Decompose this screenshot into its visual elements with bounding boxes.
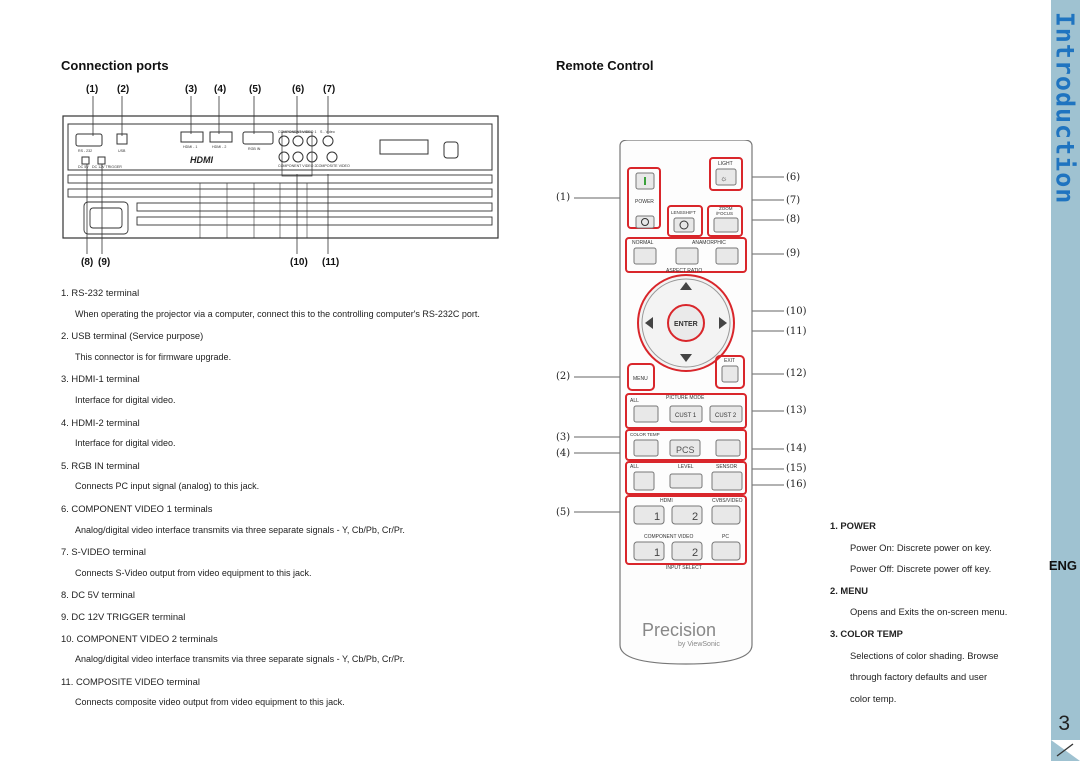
description-title: 7. S-VIDEO terminal: [61, 546, 146, 558]
page-corner-icon: [1051, 740, 1080, 761]
panel-label: RGB IN: [248, 147, 261, 151]
hdmi2-label: 2: [692, 511, 699, 523]
description-title: 10. COMPONENT VIDEO 2 terminals: [61, 632, 218, 644]
callout-label: (12): [786, 368, 807, 379]
description-title: 8. DC 5V terminal: [61, 589, 135, 601]
description-title: 4. HDMI-2 terminal: [61, 416, 140, 428]
remote-control-title: Remote Control: [556, 58, 654, 73]
exit-label: EXIT: [724, 358, 736, 364]
description-title: 2. USB terminal (Service purpose): [61, 330, 204, 342]
port-number: (9): [98, 257, 111, 268]
legend-text: Power On: Discrete power on key.: [850, 541, 992, 553]
panel-label: COMPOSITE VIDEO: [316, 164, 350, 168]
level-label: LEVEL: [678, 464, 694, 470]
port-number: (2): [117, 84, 130, 95]
light-label: LIGHT: [718, 161, 733, 167]
callout-label: (5): [556, 507, 571, 518]
connection-ports-title: Connection ports: [61, 58, 169, 73]
callout-label: (14): [786, 443, 807, 454]
panel-label: COMPONENT VIDEO 2: [278, 164, 317, 168]
hdmi-label: HDMI: [660, 498, 673, 504]
port-number: (5): [249, 84, 262, 95]
port-number: (11): [322, 257, 340, 268]
zoom-label: ZOOM: [719, 206, 733, 211]
pc-label: PC: [722, 534, 729, 540]
language-label: ENG: [1048, 558, 1077, 573]
port-number: (7): [323, 84, 336, 95]
connection-descriptions: [61, 282, 531, 714]
callout-label: (6): [786, 172, 801, 183]
callout-label: (16): [786, 479, 807, 490]
menu-label: MENU: [633, 376, 648, 382]
remote-legend: [830, 515, 1030, 709]
callout-label: (4): [556, 448, 571, 459]
legend-text: Opens and Exits the on-screen menu.: [850, 606, 1008, 618]
callout-label: (7): [786, 195, 801, 206]
description-title: 5. RGB IN terminal: [61, 459, 140, 471]
panel-label: S - Video: [320, 130, 335, 134]
all-label: ALL: [630, 398, 639, 404]
focus-label: /FOCUS: [716, 211, 734, 216]
input-select-label: INPUT SELECT: [666, 565, 702, 571]
port-number: (4): [214, 84, 227, 95]
legend-title: 3. COLOR TEMP: [830, 627, 903, 639]
description-text: When operating the projector via a computer, connect this to the controlling computer's RS-232C port.: [75, 308, 480, 319]
callout-label: (11): [786, 326, 807, 337]
callout-label: (10): [786, 306, 807, 317]
port-number: (1): [86, 84, 99, 95]
all-label: ALL: [630, 464, 639, 470]
port-number: (10): [290, 257, 308, 268]
color-temp-label: COLOR TEMP: [630, 432, 660, 437]
power-label: POWER: [635, 199, 654, 205]
description-text: Connects S-Video output from video equipment to this jack.: [75, 567, 312, 578]
legend-text: Power Off: Discrete power off key.: [850, 563, 992, 575]
section-title: Introduction: [1050, 11, 1080, 205]
legend-title: 2. MENU: [830, 584, 869, 596]
page-number: 3: [1058, 712, 1070, 735]
legend-text: Selections of color shading. Browse: [850, 649, 999, 661]
description-title: 3. HDMI-1 terminal: [61, 373, 140, 385]
aspect-ratio-label: ASPECT RATIO: [666, 268, 703, 274]
cust1-label: CUST 1: [675, 413, 697, 419]
callout-label: (15): [786, 463, 807, 474]
description-text: Interface for digital video.: [75, 438, 176, 449]
comp2-label: 2: [692, 547, 699, 559]
component-label: COMPONENT VIDEO: [644, 534, 694, 540]
port-number: (3): [185, 84, 198, 95]
description-text: Analog/digital video interface transmits via three separate signals - Y, Cb/Pb, Cr/Pr.: [75, 654, 405, 665]
callout-label: (9): [786, 248, 801, 259]
description-text: Analog/digital video interface transmits via three separate signals - Y, Cb/Pb, Cr/Pr.: [75, 524, 405, 535]
cvbs-label: CVBS/VIDEO: [712, 498, 743, 504]
description-title: 11. COMPOSITE VIDEO terminal: [61, 675, 200, 687]
description-title: 6. COMPONENT VIDEO 1 terminals: [61, 502, 213, 514]
light-icon: ☼: [720, 174, 728, 183]
anamorphic-label: ANAMORPHIC: [692, 240, 726, 246]
sensor-label: SENSOR: [716, 464, 738, 470]
panel-label: HDMI - 2: [212, 145, 227, 149]
hdmi1-label: 1: [654, 511, 661, 523]
port-number: (8): [81, 257, 94, 268]
normal-label: NORMAL: [632, 240, 654, 246]
projector-rear-panel: [62, 94, 502, 260]
legend-title: 1. POWER: [830, 520, 876, 531]
picture-mode-label: PICTURE MODE: [666, 395, 705, 401]
description-title: 9. DC 12V TRIGGER terminal: [61, 610, 186, 622]
callout-label: (3): [556, 432, 571, 443]
remote-control-diagram: [556, 140, 786, 670]
brand-sub: by ViewSonic: [678, 641, 720, 648]
description-text: Connects composite video output from video equipment to this jack.: [75, 697, 345, 708]
cust2-label: CUST 2: [715, 413, 737, 419]
callout-label: (13): [786, 405, 807, 416]
description-text: This connector is for firmware upgrade.: [75, 351, 232, 362]
panel-label: DC 5V: [78, 165, 89, 169]
lensshift-label: LENSSHIFT: [671, 210, 696, 215]
enter-label: ENTER: [674, 321, 698, 328]
port-number: (6): [292, 84, 305, 95]
pcs-label: PCS: [676, 445, 695, 455]
brand-logo: Precision: [642, 620, 717, 640]
hdmi-logo: HDMI: [190, 155, 213, 165]
panel-label: RS - 232: [78, 149, 93, 153]
callout-label: (1): [556, 192, 571, 203]
description-text: Connects PC input signal (analog) to this jack.: [75, 481, 260, 492]
panel-label: HDMI - 1: [183, 145, 198, 149]
panel-label: USB: [118, 149, 126, 153]
panel-label: DC 12V TRIGGER: [92, 165, 122, 169]
panel-label: COMPONENT VIDEO 1: [278, 130, 317, 134]
legend-text: through factory defaults and user: [850, 671, 988, 683]
callout-label: (8): [786, 214, 801, 225]
callout-label: (2): [556, 371, 571, 382]
comp1-label: 1: [654, 547, 661, 559]
description-title: 1. RS-232 terminal: [61, 287, 140, 298]
section-tab: [1050, 11, 1080, 205]
description-text: Interface for digital video.: [75, 394, 176, 405]
legend-text: color temp.: [850, 692, 897, 704]
